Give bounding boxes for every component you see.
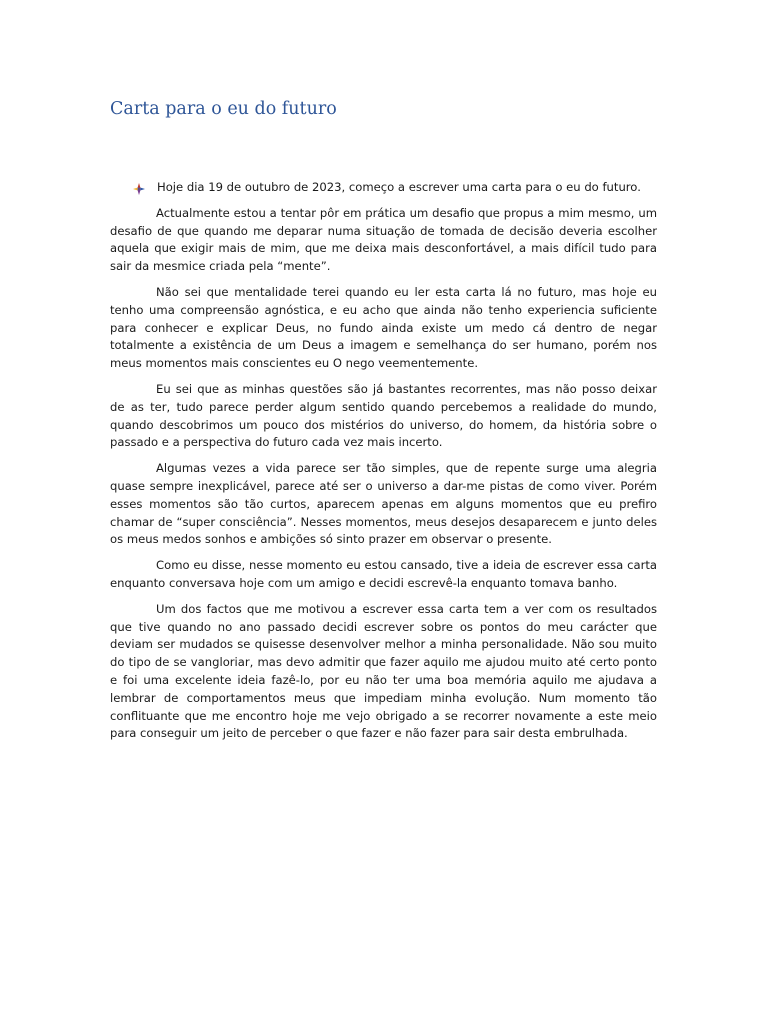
bullet-left-segment bbox=[133, 188, 138, 191]
document-body bbox=[110, 179, 657, 751]
bullet-right-segment bbox=[141, 188, 146, 191]
paragraph-2: Não sei que mentalidade terei quando eu ler esta carta lá no futuro, mas hoje eu tenho uma compreensão agnóstica, e eu acho que ainda não tenho experiencia suficiente para conhecer e explicar Deus, no fundo ainda existe um medo cá dentro de negar totalmente a existência de um Deus a imagem e semelhança do ser humano, porém nos meus momentos mais conscientes eu O nego veementemente. bbox=[110, 284, 657, 371]
document-title: Carta para o eu do futuro bbox=[110, 99, 337, 119]
bullet-text: Hoje dia 19 de outubro de 2023, começo a escrever uma carta para o eu do futuro. bbox=[157, 180, 641, 194]
bullet-bottom-segment bbox=[138, 190, 141, 195]
bullet-top-segment bbox=[138, 183, 141, 188]
paragraph-5: Como eu disse, nesse momento eu estou cansado, tive a ideia de escrever essa carta enquanto conversava hoje com um amigo e decidi escrevê-la enquanto tomava banho. bbox=[110, 558, 657, 590]
paragraph-3: Eu sei que as minhas questões são já bastantes recorrentes, mas não posso deixar de as ter, tudo parece perder algum sentido quando percebemos a realidade do mundo, quando descobrimos um pouco dos mistérios do universo, do homem, da história sobre o passado e a perspectiva do futuro cada vez mais incerto. bbox=[110, 381, 657, 450]
bullet-center bbox=[138, 188, 141, 191]
four-color-diamond-bullet-icon bbox=[133, 183, 145, 195]
bullet-item bbox=[110, 179, 657, 197]
paragraph-4: Algumas vezes a vida parece ser tão simples, que de repente surge uma alegria quase sempre inexplicável, parece até ser o universo a dar-me pistas de como viver. Porém esses momentos são tão curtos, aparecem apenas em alguns momentos que eu prefiro chamar de “super consciência”. Nesses momentos, meus desejos desaparecem e junto deles os meus medos sonhos e ambições só sinto prazer em observar o presente. bbox=[110, 461, 657, 547]
paragraph-1: Actualmente estou a tentar pôr em prática um desafio que propus a mim mesmo, um desafio de que quando me deparar numa situação de tomada de decisão deveria escolher aquela que exigir mais de mim, que me deixa mais desconfortável, a mais difícil tudo para sair da mesmice criada pela “mente”. bbox=[110, 205, 657, 274]
paragraph-6: Um dos factos que me motivou a escrever essa carta tem a ver com os resultados que tive quando no ano passado decidi escrever sobre os pontos do meu carácter que deviam ser mudados se quisesse desenvolver melhor a minha personalidade. Não sou muito do tipo de se vangloriar, mas devo admitir que fazer aquilo me ajudou muito até certo ponto e foi uma excelente ideia fazê-lo, por eu não ter uma boa memória aquilo me ajudava a lembrar de comportamentos meus que impediam minha evolução. Num momento tão conflituante que me encontro hoje me vejo obrigado a se recorrer novamente a este meio para conseguir um jeito de perceber o que fazer e não fazer para sair desta embrulhada. bbox=[110, 601, 657, 741]
